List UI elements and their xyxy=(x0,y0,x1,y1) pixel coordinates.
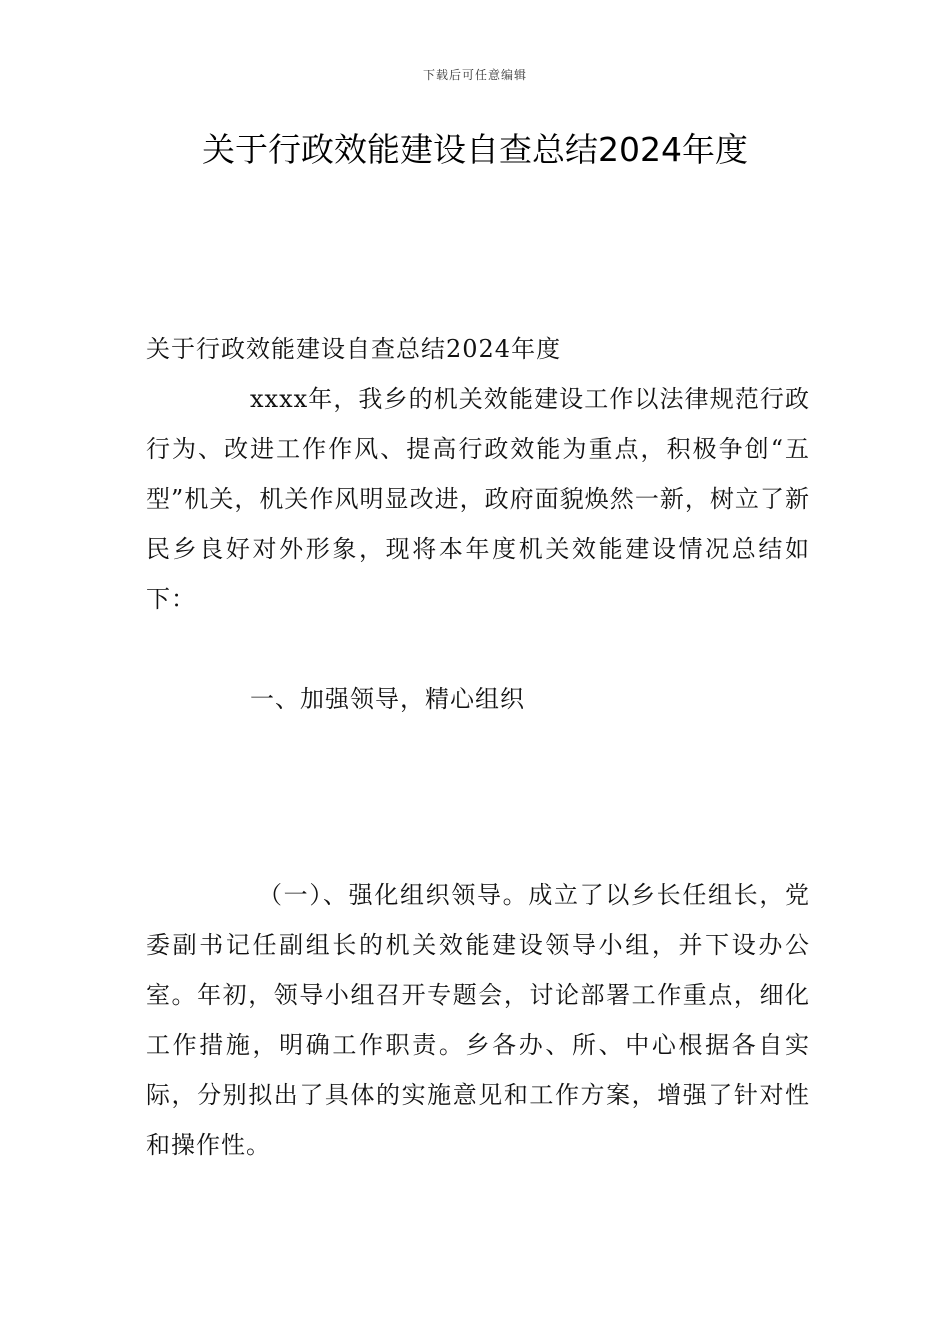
section-heading: 一、加强领导，精心组织 xyxy=(250,685,525,713)
header-note: 下载后可任意编辑 xyxy=(422,68,527,82)
document-title: 关于行政效能建设自查总结2024年度 xyxy=(202,130,748,169)
intro-paragraph: xxxx年，我乡的机关效能建设工作以法律规范行政行为、改进工作作风、提高行政效能为重点，积极争创“五型”机关，机关作风明显改进，政府面貌焕然一新，树立了新民乡良好对外形象，现将本年度机关效能建设情况总结如下： xyxy=(146,385,810,613)
section-paragraph: （一）、强化组织领导。成立了以乡长任组长，党委副书记任副组长的机关效能建设领导小组，并下设办公室。年初，领导小组召开专题会，讨论部署工作重点，细化工作措施，明确工作职责。乡各办、所、中心根据各自实际，分别拟出了具体的实施意见和工作方案，增强了针对性和操作性。 xyxy=(146,881,810,1159)
document-subtitle: 关于行政效能建设自查总结2024年度 xyxy=(146,335,562,363)
